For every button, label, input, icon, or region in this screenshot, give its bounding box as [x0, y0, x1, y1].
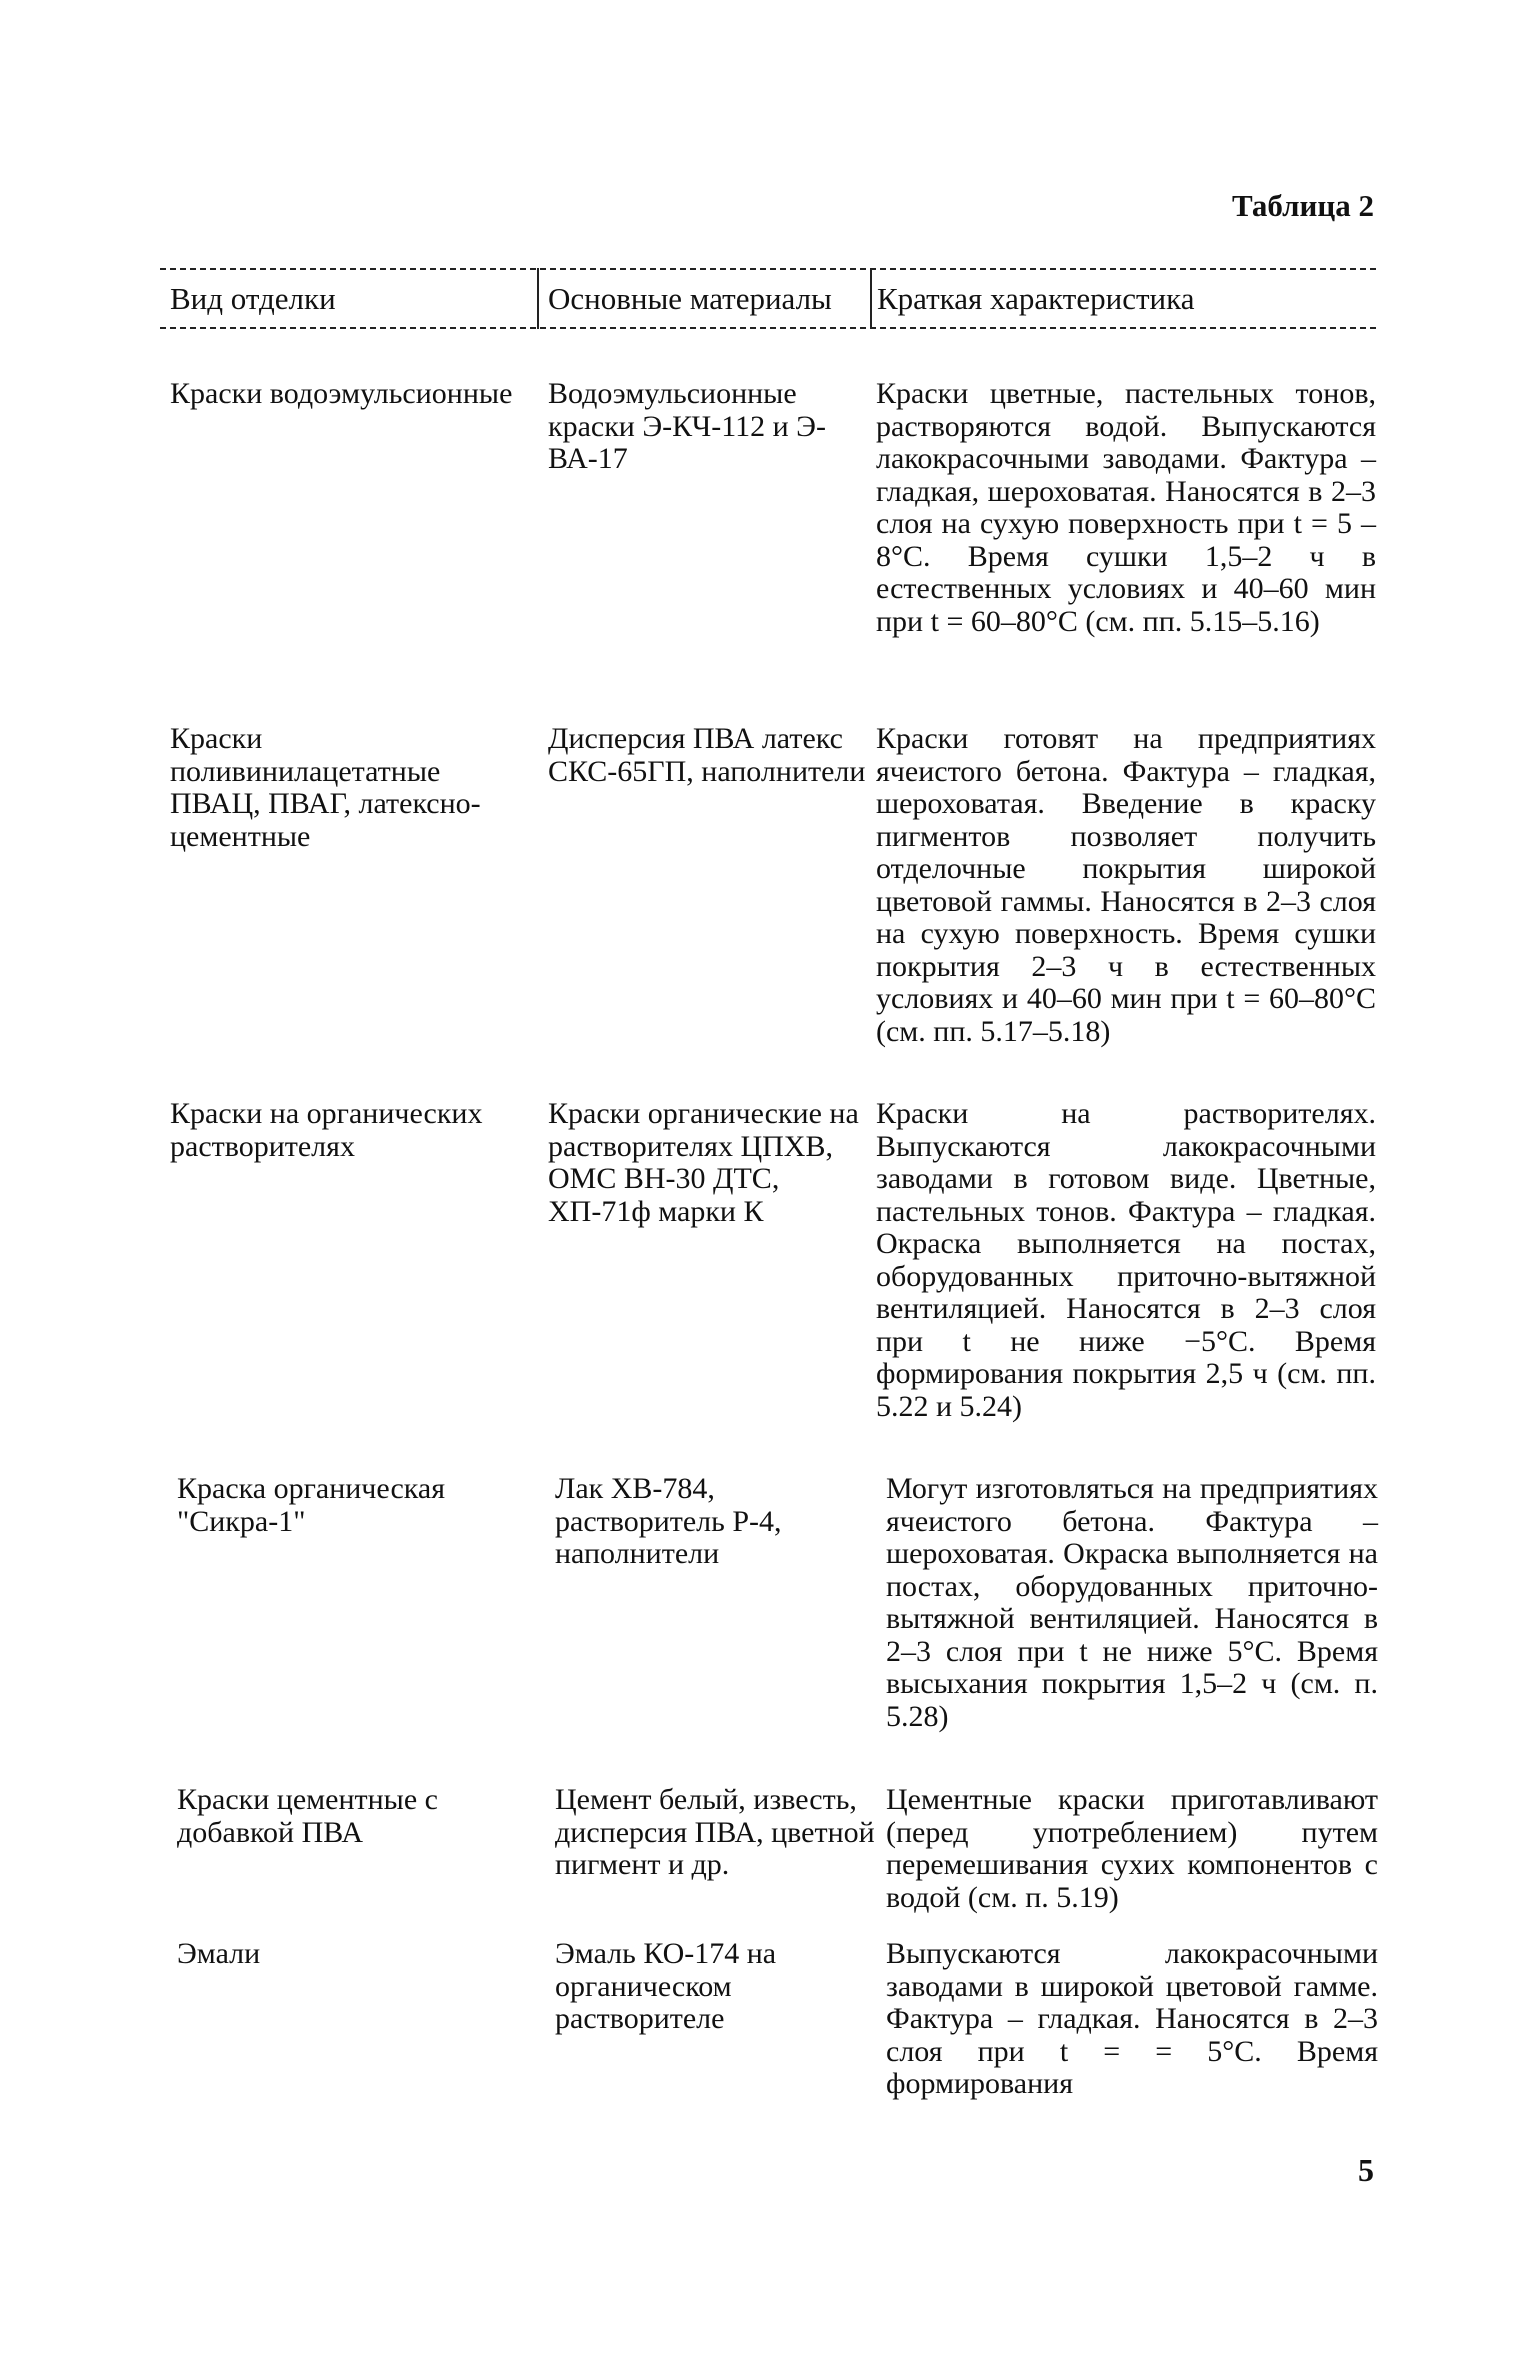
header-column-separator	[870, 268, 872, 329]
description-cell: Краски готовят на предприятиях ячеистого бетона. Фактура – гладкая, шероховатая. Введение в краску пигментов позволяет получить отделочные покрытия широкой цветовой гаммы. Наносятся в 2–3 слоя на сухую поверхность. Время сушки покрытия 2–3 ч в естественных условиях и 40–60 мин при t = 60–80°С (см. пп. 5.17–5.18)	[876, 722, 1376, 1048]
finish-type-cell: Эмали	[177, 1937, 261, 1970]
materials-cell: Водоэмульсионные краски Э-КЧ-112 и Э-ВА-17	[548, 377, 826, 475]
header-column-separator	[537, 268, 539, 329]
header-finish-type: Вид отделки	[170, 281, 336, 316]
table-title: Таблица 2	[1232, 188, 1374, 223]
materials-cell: Дисперсия ПВА латекс СКС-65ГП, наполнители	[548, 722, 866, 788]
description-cell: Краски на растворителях. Выпускаются лакокрасочными заводами в готовом виде. Цветные, пастельных тонов. Фактура – гладкая. Окраска выполняется на постах, оборудованных приточно-вытяжной вентиляцией. Наносятся в 2–3 слоя при t не ниже −5°С. Время формирования покрытия 2,5 ч (см. пп. 5.22 и 5.24)	[876, 1097, 1376, 1423]
finish-type-cell: Краски на органических растворителях	[170, 1097, 483, 1163]
page-number: 5	[1358, 2152, 1374, 2188]
finish-type-cell: Краска органическая "Сикра-1"	[177, 1472, 446, 1538]
description-cell: Могут изготовляться на предприятиях ячеистого бетона. Фактура – шероховатая. Окраска выполняется на постах, оборудованных приточно-вытяжной вентиляцией. Наносятся в 2–3 слоя при t не ниже 5°С. Время высыхания покрытия 1,5–2 ч (см. п. 5.28)	[886, 1472, 1378, 1733]
header-top-rule	[160, 268, 1376, 270]
finish-type-cell: Краски поливинилацетатные ПВАЦ, ПВАГ, латексно-цементные	[170, 722, 481, 853]
header-materials: Основные материалы	[548, 281, 832, 316]
materials-cell: Лак ХВ-784, растворитель Р-4, наполнители	[555, 1472, 782, 1570]
materials-cell: Краски органические на растворителях ЦПХВ, ОМС ВН-30 ДТС, ХП-71ф марки К	[548, 1097, 859, 1228]
description-cell: Краски цветные, пастельных тонов, растворяются водой. Выпускаются лакокрасочными заводами. Фактура – гладкая, шероховатая. Наносятся в 2–3 слоя на сухую поверхность при t = 5 – 8°С. Время сушки 1,5–2 ч в естественных условиях и 40–60 мин при t = 60–80°С (см. пп. 5.15–5.16)	[876, 377, 1376, 638]
header-description: Краткая характеристика	[877, 281, 1195, 316]
finish-type-cell: Краски цементные с добавкой ПВА	[177, 1783, 438, 1849]
description-cell: Цементные краски приготавливают (перед употреблением) путем перемешивания сухих компонентов с водой (см. п. 5.19)	[886, 1783, 1378, 1914]
materials-cell: Цемент белый, известь, дисперсия ПВА, цветной пигмент и др.	[555, 1783, 875, 1881]
materials-cell: Эмаль КО-174 на органическом растворителе	[555, 1937, 777, 2035]
description-cell: Выпускаются лакокрасочными заводами в широкой цветовой гамме. Фактура – гладкая. Наносятся в 2–3 слоя при t = = 5°С. Время формирования	[886, 1937, 1378, 2100]
header-bottom-rule	[160, 327, 1376, 329]
finish-type-cell: Краски водоэмульсионные	[170, 377, 513, 410]
